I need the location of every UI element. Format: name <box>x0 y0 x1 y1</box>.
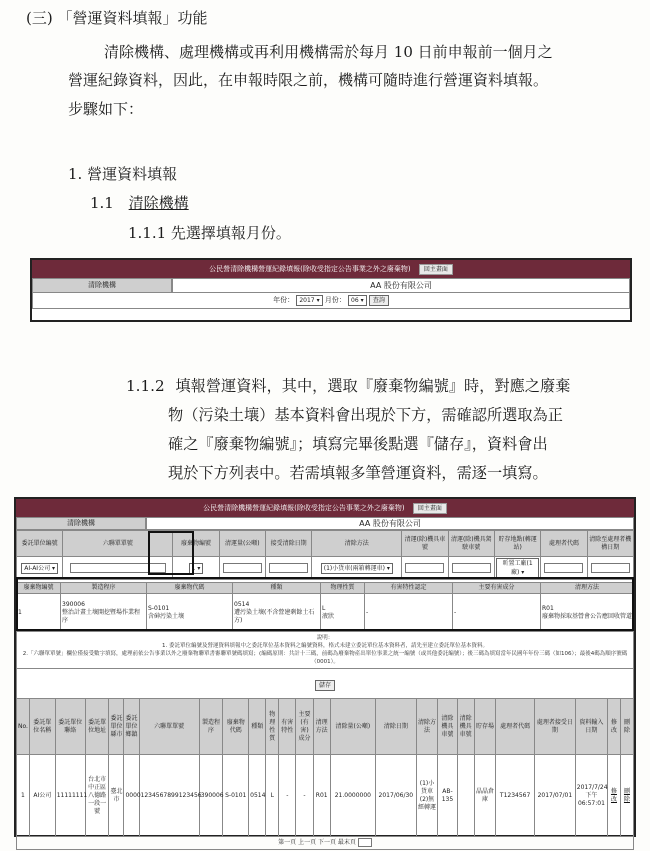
form-header-manifest: 六聯單單號 <box>63 531 173 557</box>
form-header-date: 接受清除日期 <box>265 531 311 557</box>
edit-link[interactable]: 修改 <box>610 787 617 803</box>
step-1-1-2-text: 填報營運資料，其中，選取『廢棄物編號』時，對應之廢棄 <box>175 377 571 395</box>
chevron-down-icon: ▾ <box>52 564 56 572</box>
info-header-waste-code: 廢棄物代碼 <box>147 583 233 594</box>
list-header: 清除方法 <box>416 699 437 755</box>
list-cell: T1234567 <box>496 755 535 837</box>
list-header: 主要(有害)成分 <box>296 699 313 755</box>
info-clean: R01 廢棄物採取基營會公告應回收管道 <box>541 594 634 632</box>
list-header: 委託單位名稱 <box>29 699 55 755</box>
info-hazard: - <box>365 594 453 632</box>
form-header-waste-no: 廢棄物編號 <box>173 531 219 557</box>
list-cell: 2017/06/30 <box>375 755 416 837</box>
form-header-method: 清除方法 <box>312 531 402 557</box>
info-waste-code: S-0101 含砷污染土壤 <box>147 594 233 632</box>
form-header-storage: 貯存地點(轉運站) <box>494 531 540 557</box>
list-header: 委託單位地址 <box>85 699 109 755</box>
step-1-1-2-line-3: 確之『廢棄物編號』；填寫完畢後點選『儲存』，資料會出 <box>168 435 548 453</box>
handler-date-input[interactable] <box>591 563 630 573</box>
list-cell: - <box>296 755 313 837</box>
form-header-vehicle-2: 清運(除)機具駕駛車號 <box>448 531 494 557</box>
subsection-title: 1. 營運資料填報 <box>68 165 178 183</box>
step-1-1-2-number: 1.1.2 <box>126 377 165 395</box>
list-header: 貯存場 <box>474 699 495 755</box>
notes-box <box>16 632 634 669</box>
org-row <box>32 278 630 293</box>
info-header-no: 廢棄物編號 <box>17 583 61 594</box>
list-header: 委託單位聯絡 <box>55 699 85 755</box>
info-header-phys: 物理性質 <box>321 583 365 594</box>
title-bar-text: 公民營清除機構營運紀錄填報(除收受指定公告事業之外之廢棄物) <box>209 265 411 273</box>
waste-no-select[interactable]: 1 ▾ <box>189 563 204 574</box>
list-cell: 晶晶倉庫 <box>474 755 495 837</box>
handler-input[interactable] <box>544 563 583 573</box>
list-header: 物理性質 <box>266 699 279 755</box>
note-2: 2.「六聯單單號」欄位僅接受數字填寫，處理前依公告事業以外之廢棄物聯單書審聯單號碼填寫；(編碼原則：共計十三碼，前碼為廢棄物產出單位事業之統一編號（或其他委託編號）；後三碼為填寫當年民國年年份三碼（如106）；最後4碼為順序號碼（0001）。 <box>22 651 628 665</box>
chevron-down-icon: ▾ <box>360 296 364 304</box>
entry-form-table <box>16 530 634 580</box>
home-button[interactable]: 回主畫面 <box>413 503 447 514</box>
form-header-vehicle: 清運(除)機具車號 <box>402 531 448 557</box>
info-header-hazard: 有害特性認定 <box>365 583 453 594</box>
pager-links[interactable]: 第一頁 上一頁 下一頁 最末頁 <box>278 839 356 846</box>
list-cell: S-0101 <box>223 755 249 837</box>
title-bar-text: 公民營清除機構營運紀錄填報(除收受指定公告事業之外之廢棄物) <box>203 504 405 512</box>
list-header: 清除機具車號 <box>438 699 457 755</box>
home-button[interactable]: 回主畫面 <box>419 264 453 275</box>
info-no: 1 <box>17 594 61 632</box>
org-name: AA 股份有限公司 <box>172 278 630 293</box>
info-header-process: 製造程序 <box>61 583 147 594</box>
list-header: 清除量(公噸) <box>330 699 375 755</box>
subsubsection <box>90 189 189 217</box>
amount-input[interactable] <box>223 563 262 573</box>
notes-title: 說明： <box>316 635 334 641</box>
list-header: 製造程序 <box>199 699 223 755</box>
list-header: 資料輸入日期 <box>575 699 607 755</box>
form-header-handler: 處理者代碼 <box>541 531 587 557</box>
form-header-amount: 清運量(公噸) <box>219 531 265 557</box>
subsubsection-title: 清除機構 <box>128 194 189 212</box>
list-header: No. <box>17 699 30 755</box>
list-header: 廢棄物代碼 <box>223 699 249 755</box>
list-header: 委託單位鄉鎮 <box>124 699 139 755</box>
list-cell: L <box>266 755 279 837</box>
intro-line-1: 清除機構、處理機構或再利用機構需於每月 10 日前申報前一個月之 <box>104 43 553 61</box>
chevron-down-icon: ▾ <box>521 569 525 576</box>
chevron-down-icon: ▾ <box>386 564 390 572</box>
form-header-handler-date: 清除至處理者機構日期 <box>587 531 633 557</box>
list-cell: 台北市中正區八德路一段一號 <box>85 755 109 837</box>
save-button[interactable]: 儲存 <box>315 680 335 691</box>
list-header: 六聯單單號 <box>139 699 199 755</box>
info-phys: L 液狀 <box>321 594 365 632</box>
pager <box>16 837 634 850</box>
intro-line-2: 營運紀錄資料，因此，在申報時限之前，機構可隨時進行營運資料填報。 <box>68 71 549 89</box>
info-type: 0514 遭污染土壤(不含營建剩餘土石方) <box>233 594 321 632</box>
vehicle-input[interactable] <box>405 563 444 573</box>
save-row <box>16 669 634 698</box>
org-label: 清除機構 <box>16 517 146 530</box>
org-label: 清除機構 <box>32 278 172 293</box>
screenshot-query <box>30 258 632 322</box>
info-process: 390006 整治計畫土壤開挖暨場作業程序 <box>61 594 147 632</box>
query-button[interactable]: 查詢 <box>369 295 389 306</box>
list-header: 清除日期 <box>375 699 416 755</box>
info-header-component: 主要有害成分 <box>453 583 541 594</box>
waste-info-table <box>16 582 634 632</box>
list-header: 清除機具車號 <box>457 699 474 755</box>
intro-line-3: 步驟如下： <box>68 100 144 118</box>
list-header: 刪除 <box>620 699 633 755</box>
subsubsection-number: 1.1 <box>90 194 114 212</box>
vehicle-2-input[interactable] <box>452 563 491 573</box>
manifest-input[interactable] <box>70 563 166 573</box>
list-cell: - <box>279 755 296 837</box>
list-cell: (1)小貨車(2)無經轉運 <box>416 755 437 837</box>
list-cell: R01 <box>313 755 330 837</box>
year-select[interactable]: 2017 ▾ <box>296 295 322 306</box>
step-1-1-2-line-2: 物（污染土壤）基本資料會出現於下方，需確認所選取為正 <box>168 406 563 424</box>
chevron-down-icon: ▾ <box>197 564 201 572</box>
list-cell: 0000 <box>124 755 139 837</box>
list-header: 處理者代碼 <box>496 699 535 755</box>
step-1-1-2-line-1 <box>126 372 570 400</box>
list-cell: AB-135 <box>438 755 457 837</box>
table-row <box>17 755 634 837</box>
list-cell: 11111111 <box>55 755 85 837</box>
result-list-table <box>16 698 634 837</box>
info-header-clean: 清理方法 <box>541 583 634 594</box>
unit-select[interactable]: AI-AI公司 ▾ <box>21 563 58 574</box>
year-label: 年份： <box>273 296 295 304</box>
note-1: 1. 委託單位編號及營運資料填報中之委託單位基本資料之編號資料，格式未建立委託單位基本資料者，請先至建立委託單位基本資料。 <box>161 643 488 649</box>
list-cell: 2017/07/01 <box>534 755 575 837</box>
list-cell: 390006 <box>199 755 223 837</box>
period-row <box>32 293 630 309</box>
list-header: 處理者接受日期 <box>534 699 575 755</box>
list-cell: 臺北市 <box>109 755 124 837</box>
list-cell: 1 <box>17 755 30 837</box>
title-bar <box>16 499 634 517</box>
month-select[interactable]: 06 ▾ <box>348 295 367 306</box>
form-header-unit: 委託單位編號 <box>17 531 63 557</box>
list-cell <box>457 755 474 837</box>
list-header: 清理方法 <box>313 699 330 755</box>
storage-select[interactable]: 昕置工廠(1廠) ▾ <box>496 558 539 578</box>
list-cell: AI公司 <box>29 755 55 837</box>
org-name: AA 股份有限公司 <box>146 517 634 530</box>
list-cell: 0514 <box>249 755 266 837</box>
org-row <box>16 517 634 530</box>
chevron-down-icon: ▾ <box>316 296 320 304</box>
method-select[interactable]: (1)小貨車(兩箱轉運車) ▾ <box>321 563 393 574</box>
info-header-type: 種類 <box>233 583 321 594</box>
list-header: 委託單位縣市 <box>109 699 124 755</box>
list-cell: 1234567899123456 <box>139 755 199 837</box>
list-cell: 2017/7/24 下午 06:57:01 <box>575 755 607 837</box>
delete-link[interactable]: 刪除 <box>623 787 630 803</box>
list-header: 修改 <box>608 699 621 755</box>
list-header: 有害特性 <box>279 699 296 755</box>
list-cell: 21.0000000 <box>330 755 375 837</box>
section-heading: (三) 「營運資料填報」功能 <box>26 9 208 27</box>
step-1-1-2-line-4: 現於下方列表中。若需填報多筆營運資料，需逐一填寫。 <box>168 464 548 482</box>
screenshot-entry-form <box>14 497 636 846</box>
month-label: 月份： <box>324 296 346 304</box>
date-input[interactable] <box>269 563 308 573</box>
list-header: 種類 <box>249 699 266 755</box>
step-1-1-1: 1.1.1 先選擇填報月份。 <box>128 224 291 242</box>
page-input[interactable] <box>358 838 372 847</box>
info-component: - <box>453 594 541 632</box>
title-bar <box>32 260 630 278</box>
